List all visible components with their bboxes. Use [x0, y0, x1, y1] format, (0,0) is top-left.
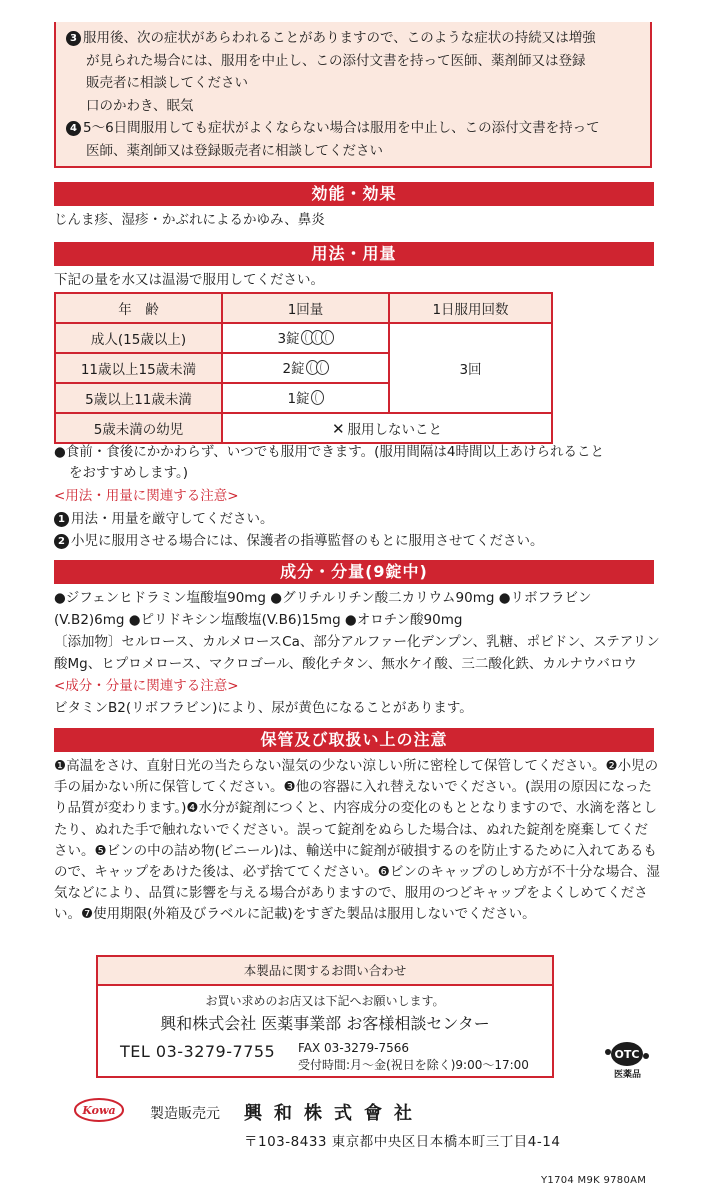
col-age: 年 齢: [55, 293, 222, 323]
otc-mark-text: OTC: [614, 1048, 640, 1061]
storage-heading: 保管及び取扱い上の注意: [54, 728, 654, 752]
dosage-note-line2: をおすすめします。): [69, 465, 189, 481]
contact-company: 興和株式会社 医薬事業部 お客様相談センター: [160, 1014, 490, 1033]
ingredients-related-heading: <成分・分量に関連する注意>: [54, 678, 239, 694]
age-cell: 11歳以上15歳未満: [55, 353, 222, 383]
otc-label: 医薬品: [614, 1070, 642, 1080]
precaution-item-3-line3: 販売者に相談してください: [86, 75, 248, 91]
tablet-icon: [316, 360, 329, 375]
precaution-box: [54, 22, 652, 168]
dosage-intro: 下記の量を水又は温湯で服用してください。: [54, 272, 324, 288]
additives-line1: 〔添加物〕セルロース、カルメロースCa、部分アルファー化デンプン、乳糖、ポビドン、ステアリン: [54, 634, 660, 650]
freq-cell: 3回: [389, 323, 552, 413]
dosage-table: [54, 292, 553, 444]
dosage-note-line1: ●食前・食後にかかわらず、いつでも服用できます。(服用間隔は4時間以上あけられること: [54, 444, 604, 460]
item-number: 4: [66, 121, 81, 136]
age-cell: 5歳未満の幼児: [55, 413, 222, 443]
table-header-row: [55, 293, 552, 323]
kowa-logo-text: Kowa: [82, 1104, 116, 1117]
x-mark-icon: ✕: [331, 420, 345, 438]
item-number: 1: [54, 512, 69, 527]
tablet-icons: [314, 390, 324, 409]
tablet-icons: [309, 360, 329, 379]
precaution-item-3-line2: が見られた場合には、服用を中止し、この添付文書を持って医師、薬剤師又は登録: [86, 52, 586, 69]
precaution-symptoms: 口のかわき、眠気: [86, 97, 194, 114]
efficacy-heading: 効能・効果: [54, 182, 654, 206]
storage-text: ❶高温をさけ、直射日光の当たらない湿気の少ない涼しい所に密栓して保管してください。❷小児の手の届かない所に保管してください。❸他の容器に入れ替えないでください。(誤用の原因になったり品質が変わります。)❹水分が錠剤につくと、内容成分の変化のもととなりますので、水滴を落としたり、ぬれた手で触れないでください。誤って錠剤をぬらした場合は、ぬれた錠剤を廃棄してください。❺ビンの中の詰め物(ビニール)は、輸送中に錠剤が破損するのを防止するために入れてあるもので、キャップをあけた後は、必ず捨ててください。❻ビンのキャップのしめ方が不十分な場合、湿気などにより、品質に影響を与える場合がありますので、服用のつどキャップをよくしめてください。❼使用期限(外箱及びラベルに記載)をすぎた製品は服用しないでください。: [54, 758, 660, 923]
item-number: 2: [54, 534, 69, 549]
contact-box: [96, 955, 554, 1078]
dose-cell: 1錠: [222, 383, 389, 413]
dose-cell: 3錠: [222, 323, 389, 353]
dosage-heading: 用法・用量: [54, 242, 654, 266]
col-dose: 1回量: [222, 293, 389, 323]
maker-address: 〒103-8433 東京都中央区日本橋本町三丁目4-14: [244, 1134, 561, 1150]
contact-fax-hours: [298, 1040, 529, 1074]
ingredients-line1: ●ジフェンヒドラミン塩酸塩90mg ●グリチルリチン酸二カリウム90mg ●リボフラビン: [54, 590, 592, 606]
precaution-item-4-line2: 医師、薬剤師又は登録販売者に相談してください: [86, 142, 383, 159]
contact-tel: TEL 03-3279-7755: [120, 1042, 276, 1061]
product-code: Y1704 M9K 9780AM: [541, 1175, 647, 1186]
tablet-icons: [304, 330, 334, 349]
dosage-related-heading: <用法・用量に関連する注意>: [54, 488, 239, 504]
age-cell: 5歳以上11歳未満: [55, 383, 222, 413]
col-freq: 1日服用回数: [389, 293, 552, 323]
dosage-related-2: 2 小児に服用させる場合には、保護者の指導監督のもとに服用させてください。: [54, 531, 544, 551]
maker-name: 興和株式會社: [244, 1103, 424, 1124]
contact-fax: FAX 03-3279-7566: [298, 1041, 410, 1055]
ingredients-heading: 成分・分量(9錠中): [54, 560, 654, 584]
additives-line2: 酸Mg、ヒプロメロース、マクロゴール、酸化チタン、無水ケイ酸、三二酸化鉄、カルナウバロウ: [54, 656, 637, 672]
dose-cell: 2錠: [222, 353, 389, 383]
contact-intro: お買い求めのお店又は下記へお願いします。: [205, 994, 445, 1008]
ingredients-line2: (V.B2)6mg ●ピリドキシン塩酸塩(V.B6)15mg ●オロチン酸90mg: [54, 612, 463, 628]
item-number: 3: [66, 31, 81, 46]
dosage-related-1: 1 用法・用量を厳守してください。: [54, 509, 274, 529]
age-cell: 成人(15歳以上): [55, 323, 222, 353]
contact-heading: 本製品に関するお問い合わせ: [98, 957, 552, 986]
contact-body: [98, 986, 552, 1080]
dose-cell: ✕ 服用しないこと: [222, 413, 552, 443]
efficacy-text: じんま疹、湿疹・かぶれによるかゆみ、鼻炎: [54, 212, 325, 228]
tablet-icon: [321, 330, 334, 345]
table-row: [55, 413, 552, 443]
table-row: [55, 323, 552, 353]
contact-hours: 受付時間:月〜金(祝日を除く)9:00〜17:00: [298, 1058, 529, 1072]
maker-label: 製造販売元: [150, 1106, 220, 1122]
precaution-item-3: 3 服用後、次の症状があらわれることがありますので、このような症状の持続又は増強: [66, 27, 638, 50]
ingredients-related-text: ビタミンB2(リボフラビン)により、尿が黄色になることがあります。: [54, 700, 473, 716]
precaution-item-4: 4 5〜6日間服用しても症状がよくならない場合は服用を中止し、この添付文書を持って: [66, 117, 638, 140]
kowa-logo: [74, 1097, 124, 1123]
tablet-icon: [311, 390, 324, 405]
